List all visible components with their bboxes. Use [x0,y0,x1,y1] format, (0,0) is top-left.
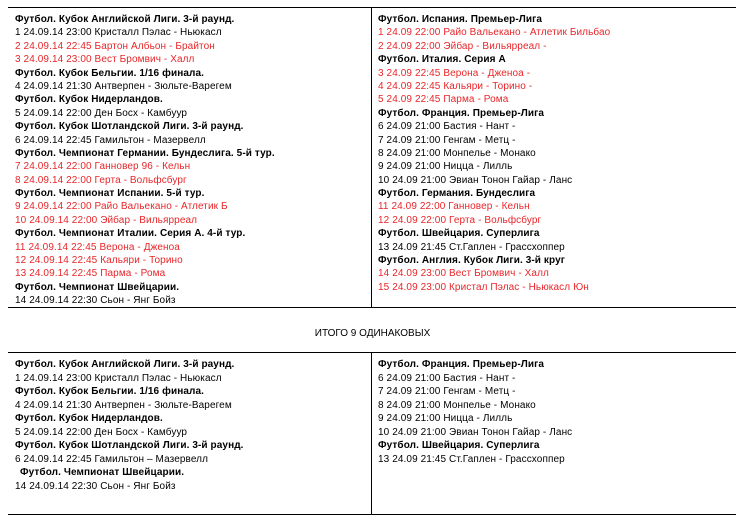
match-row: 15 24.09 23:00 Кристал Пэлас - Ньюкасл Юн [378,281,589,293]
match-row: 10 24.09.14 22:00 Эйбар - Вильярреал [15,214,198,226]
league-header: Футбол. Франция. Премьер-Лига [378,107,545,119]
league-header: Футбол. Германия. Бундеслига [378,188,536,200]
match-row: 1 24.09 22:00 Райо Вальекано - Атлетик Бильбао [378,27,611,39]
league-header: Футбол. Кубок Бельгии. 1/16 финала. [15,386,204,397]
match-row: 1 24.09.14 23:00 Кристалл Пэлас - Ньюкасл [15,27,222,39]
league-header: Футбол. Кубок Английской Лиги. 3-й раунд. [15,14,235,25]
match-row: 9 24.09 21:00 Ницца - Лилль [378,161,513,173]
league-header: Футбол. Кубок Шотландской Лиги. 3-й раунд. [15,440,244,451]
league-header: Футбол. Чемпионат Швейцарии. [15,281,180,293]
league-header: Футбол. Испания. Премьер-Лига [378,14,543,25]
match-row: 13 24.09 21:45 Ст.Гаплен - Грассхоппер [378,453,565,465]
match-row: 6 24.09.14 22:45 Гамильтон – Мазервелл [15,453,209,465]
match-row: 1 24.09.14 23:00 Кристалл Пэлас - Ньюкасл [15,372,222,384]
match-row: 10 24.09 21:00 Эвиан Тонон Гайар - Ланс [378,426,573,438]
match-row: 2 24.09.14 22:45 Бартон Албьон - Брайтон [15,40,215,52]
match-row: 13 24.09 21:45 Ст.Гаплен - Грассхоппер [378,241,565,253]
top-comparison-table [8,7,736,308]
league-header: Футбол. Кубок Нидерландов. [15,94,163,106]
match-row: 13 24.09.14 22:45 Парма - Рома [15,268,166,280]
summary-text: ИТОГО 9 ОДИНАКОВЫХ [314,328,431,339]
league-header: Футбол. Чемпионат Испании. 5-й тур. [15,188,205,200]
match-row: 3 24.09.14 23:00 Вест Бромвич - Халл [15,54,195,66]
match-row: 9 24.09 21:00 Ницца - Лилль [378,413,513,424]
match-row: 14 24.09.14 22:30 Сьон - Янг Бойз [15,295,176,307]
match-row: 2 24.09 22:00 Эйбар - Вильярреал - [378,40,547,52]
top-right-column [372,8,736,307]
match-row: 6 24.09 21:00 Бастия - Нант - [378,121,516,133]
top-left-column [8,8,372,307]
match-row: 5 24.09.14 22:00 Ден Босх - Камбуур [15,107,188,119]
league-header: Футбол. Кубок Шотландской Лиги. 3-й раунд. [15,121,244,133]
match-row: 12 24.09 22:00 Герта - Вольфсбург [378,214,542,226]
league-header: Футбол. Кубок Английской Лиги. 3-й раунд. [15,359,235,370]
league-header: Футбол. Швейцария. Суперлига [378,440,540,451]
match-row: 3 24.09 22:45 Верона - Дженоа - [378,67,531,79]
match-row: 7 24.09 21:00 Генгам - Метц - [378,386,516,397]
match-row: 14 24.09.14 22:30 Сьон - Янг Бойз [15,480,176,492]
league-header: Футбол. Франция. Премьер-Лига [378,359,545,370]
match-row: 8 24.09.14 22:00 Герта - Вольфсбург [15,174,187,186]
match-row: 4 24.09 22:45 Кальяри - Торино - [378,80,533,92]
match-row: 11 24.09.14 22:45 Верона - Дженоа [15,241,180,253]
match-row: 5 24.09 22:45 Парма - Рома [378,94,509,106]
match-row: 12 24.09.14 22:45 Кальяри - Торино [15,255,183,267]
match-row: 5 24.09.14 22:00 Ден Босх - Камбуур [15,426,188,438]
bottom-comparison-table [8,352,736,515]
league-header: Футбол. Чемпионат Италии. Серия А. 4-й тур. [15,228,246,240]
match-row: 9 24.09.14 22:00 Райо Вальекано - Атлетик Б [15,201,228,213]
match-row: 4 24.09.14 21:30 Антверпен - Зюльте-Варегем [15,80,232,92]
bottom-left-column [8,353,372,514]
match-row: 8 24.09 21:00 Монпелье - Монако [378,399,536,411]
league-header: Футбол. Кубок Нидерландов. [15,413,163,424]
match-row: 14 24.09 23:00 Вест Бромвич - Халл [378,268,549,280]
match-row: 7 24.09 21:00 Генгам - Метц - [378,134,516,146]
bottom-right-column [372,353,736,514]
match-row: 6 24.09 21:00 Бастия - Нант - [378,372,516,384]
league-header: Футбол. Кубок Бельгии. 1/16 финала. [15,67,204,79]
match-row: 4 24.09.14 21:30 Антверпен - Зюльте-Варегем [15,399,232,411]
league-header: Футбол. Италия. Серия А [378,54,506,66]
league-header: Футбол. Чемпионат Германии. Бундеслига. 5-й тур. [15,147,275,159]
match-row: 10 24.09 21:00 Эвиан Тонон Гайар - Ланс [378,174,573,186]
league-header: Футбол. Чемпионат Швейцарии. [20,467,185,478]
match-row: 7 24.09.14 22:00 Ганновер 96 - Кельн [15,161,191,173]
match-row: 6 24.09.14 22:45 Гамильтон - Мазервелл [15,134,206,146]
league-header: Футбол. Швейцария. Суперлига [378,228,540,240]
match-row: 8 24.09 21:00 Монпелье - Монако [378,147,536,159]
league-header: Футбол. Англия. Кубок Лиги. 3-й круг [378,255,566,267]
match-row: 11 24.09 22:00 Ганновер - Кельн [378,201,530,213]
